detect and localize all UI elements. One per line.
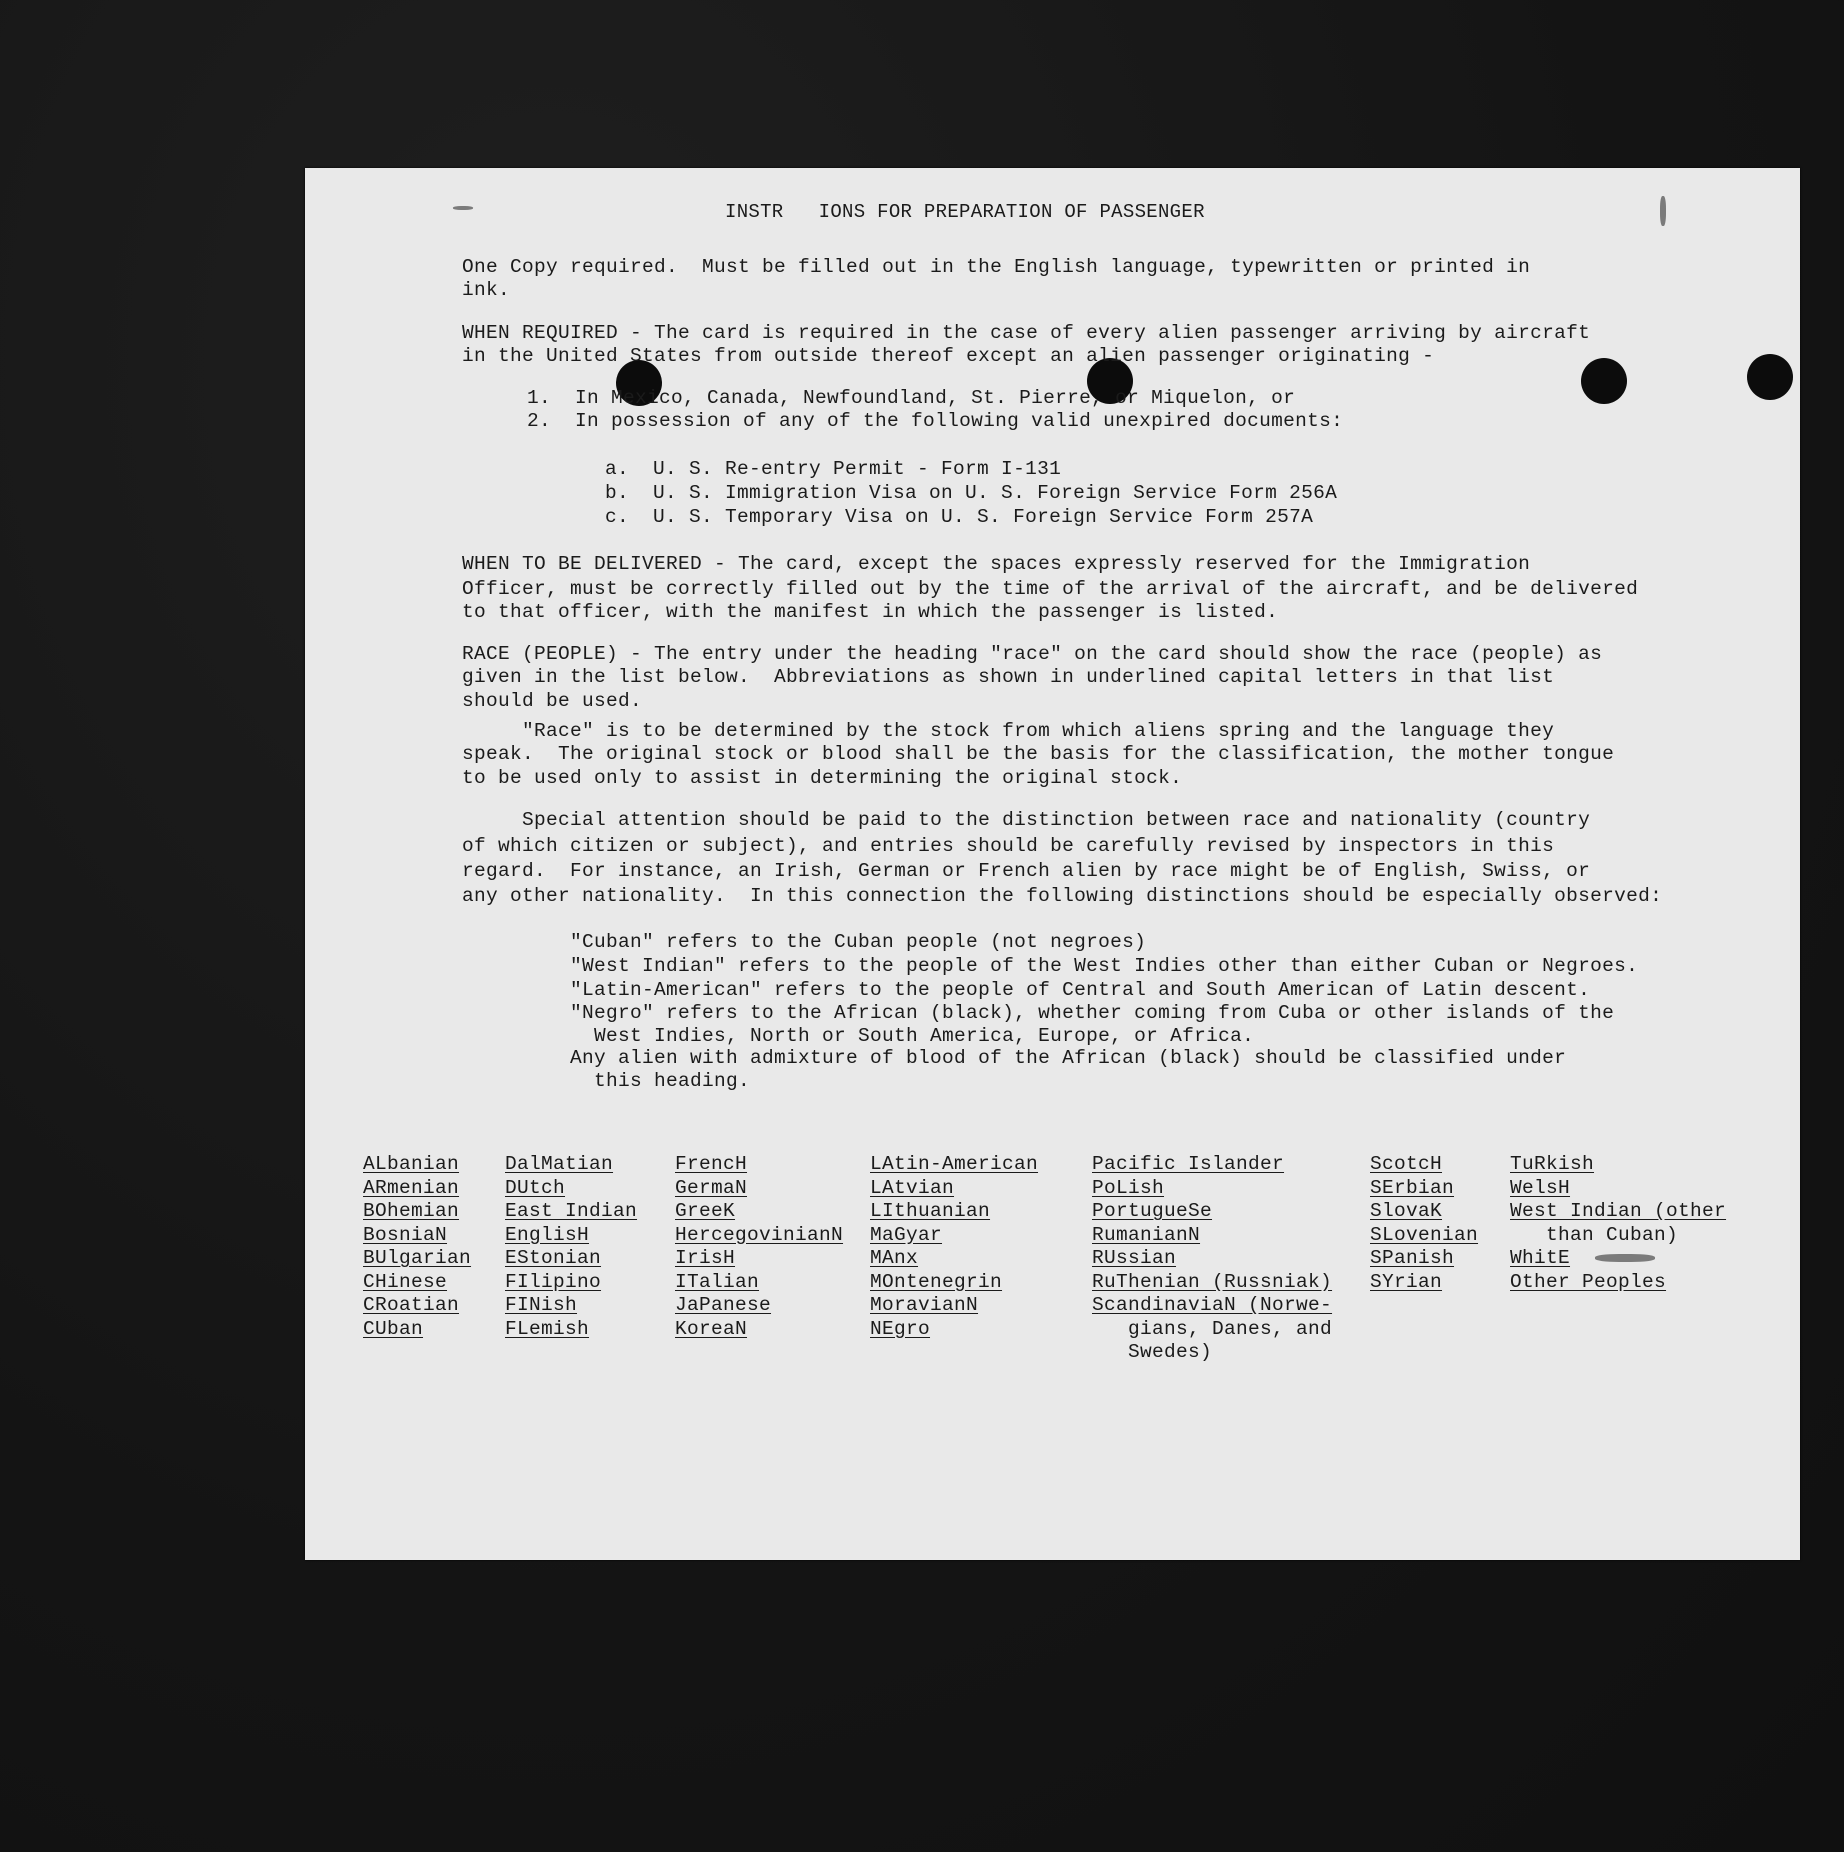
race-item: ITalian [675, 1270, 760, 1293]
ink-mark [453, 206, 473, 210]
punch-hole-3 [1581, 358, 1627, 404]
race-item: PoLish [1092, 1176, 1165, 1199]
race-item: FINish [505, 1294, 578, 1316]
race-item: JaPanese [675, 1294, 772, 1316]
race-item: Other Peoples [1510, 1270, 1667, 1293]
race-item: East Indian [505, 1200, 638, 1222]
intro-line-1: One Copy required. Must be filled out in the English language, typewritten or printed in [462, 256, 1531, 278]
race-column-7 [1510, 1153, 1726, 1294]
ink-mark [1660, 196, 1666, 226]
race-item: HercegovinianN [675, 1223, 844, 1246]
race-item: LAtin-American [870, 1153, 1039, 1175]
distinction-admixture-line-1: Any alien with admixture of blood of the African (black) should be classified under [570, 1047, 1567, 1069]
special-attention-line-2: of which citizen or subject), and entries should be carefully revised by inspectors in this [462, 835, 1555, 857]
lettered-item-c: c. U. S. Temporary Visa on U. S. Foreign Service Form 257A [605, 506, 1314, 528]
race-item: WelsH [1510, 1176, 1571, 1199]
race-item: MaGyar [870, 1223, 943, 1246]
race-intro-line-3: should be used. [462, 690, 643, 712]
race-intro-line-2: given in the list below. Abbreviations as shown in underlined capital letters in that list [462, 666, 1555, 688]
race-item: EStonian [505, 1247, 602, 1269]
race-item: SlovaK [1370, 1200, 1443, 1222]
lettered-item-a: a. U. S. Re-entry Permit - Form I-131 [605, 458, 1062, 480]
race-item: CUban [363, 1317, 424, 1340]
when-delivered-line-1: WHEN TO BE DELIVERED - The card, except the spaces expressly reserved for the Immigration [462, 553, 1531, 575]
race-item: ScandinaviaN (Norwe- [1092, 1294, 1333, 1316]
race-item: SLovenian [1370, 1223, 1479, 1246]
race-item: SPanish [1370, 1247, 1455, 1269]
race-definition-line-3: to be used only to assist in determining the original stock. [462, 767, 1183, 789]
race-item: MAnx [870, 1247, 919, 1269]
race-item: DalMatian [505, 1153, 614, 1175]
race-column-4 [870, 1153, 1038, 1341]
race-item: FIlipino [505, 1270, 602, 1293]
race-column-6 [1370, 1153, 1478, 1294]
race-item: GermaN [675, 1176, 748, 1199]
race-item: NEgro [870, 1317, 931, 1340]
race-item: GreeK [675, 1200, 736, 1222]
numbered-item-2: 2. In possession of any of the following valid unexpired documents: [527, 410, 1344, 432]
race-item: BOhemian [363, 1200, 460, 1222]
race-item: TuRkish [1510, 1153, 1595, 1175]
race-item-continuation: than Cuban) [1510, 1223, 1679, 1246]
when-required-line-1: WHEN REQUIRED - The card is required in the case of every alien passenger arriving by aircraft [462, 322, 1591, 344]
race-item-continuation: Swedes) [1092, 1341, 1213, 1363]
race-column-1 [363, 1153, 471, 1341]
ink-smudge [1595, 1254, 1655, 1262]
race-item: ALbanian [363, 1153, 460, 1175]
race-column-3 [675, 1153, 843, 1341]
punch-hole-4 [1747, 354, 1793, 400]
distinction-west-indian: "West Indian" refers to the people of the West Indies other than either Cuban or Negroes. [570, 955, 1639, 977]
page-title: INSTR IONS FOR PREPARATION OF PASSENGER [725, 201, 1205, 223]
race-item: RUssian [1092, 1247, 1177, 1269]
race-item: BUlgarian [363, 1247, 472, 1269]
when-delivered-line-3: to that officer, with the manifest in which the passenger is listed. [462, 601, 1279, 623]
race-item: WhitE [1510, 1247, 1571, 1269]
when-required-line-2: in the United States from outside thereof except an alien passenger originating - [462, 345, 1435, 367]
race-item: SYrian [1370, 1270, 1443, 1293]
race-item: BosniaN [363, 1223, 448, 1246]
race-item-continuation: gians, Danes, and [1092, 1317, 1333, 1340]
race-item: CHinese [363, 1270, 448, 1293]
race-column-2 [505, 1153, 637, 1341]
race-item: RumanianN [1092, 1223, 1201, 1246]
race-item: RuThenian (Russniak) [1092, 1270, 1333, 1293]
lettered-item-b: b. U. S. Immigration Visa on U. S. Foreign Service Form 256A [605, 482, 1338, 504]
race-column-5 [1092, 1153, 1332, 1365]
race-item: EnglisH [505, 1223, 590, 1246]
numbered-item-1: 1. In Mexico, Canada, Newfoundland, St. Pierre, or Miquelon, or [527, 387, 1296, 409]
special-attention-line-1: Special attention should be paid to the distinction between race and nationality (country [462, 809, 1591, 831]
race-item: KoreaN [675, 1317, 748, 1340]
race-item: MOntenegrin [870, 1270, 1003, 1293]
race-item: ScotcH [1370, 1153, 1443, 1175]
race-item: West Indian (other [1510, 1200, 1727, 1222]
distinction-admixture-line-2: this heading. [570, 1070, 751, 1092]
distinction-negro-line-1: "Negro" refers to the African (black), whether coming from Cuba or other islands of the [570, 1002, 1615, 1024]
race-item: FLemish [505, 1317, 590, 1340]
race-item: ARmenian [363, 1176, 460, 1199]
distinction-negro-line-2: West Indies, North or South America, Europe, or Africa. [570, 1025, 1255, 1047]
race-item: CRoatian [363, 1294, 460, 1316]
race-definition-line-1: "Race" is to be determined by the stock from which aliens spring and the language they [462, 720, 1555, 742]
race-item: FrencH [675, 1153, 748, 1175]
race-item: SErbian [1370, 1176, 1455, 1199]
race-item: PortugueSe [1092, 1200, 1213, 1222]
race-item: LAtvian [870, 1176, 955, 1199]
race-definition-line-2: speak. The original stock or blood shall be the basis for the classification, the mother tongue [462, 743, 1615, 765]
special-attention-line-4: any other nationality. In this connection the following distinctions should be especially observed: [462, 885, 1663, 907]
race-intro-line-1: RACE (PEOPLE) - The entry under the heading "race" on the card should show the race (people) as [462, 643, 1603, 665]
race-item: LIthuanian [870, 1200, 991, 1222]
intro-line-2: ink. [462, 279, 511, 301]
distinction-latin-american: "Latin-American" refers to the people of Central and South American of Latin descent. [570, 979, 1591, 1001]
race-item: IrisH [675, 1247, 736, 1269]
special-attention-line-3: regard. For instance, an Irish, German or French alien by race might be of English, Swiss, or [462, 860, 1591, 882]
distinction-cuban: "Cuban" refers to the Cuban people (not negroes) [570, 931, 1147, 953]
race-item: DUtch [505, 1176, 566, 1199]
when-delivered-line-2: Officer, must be correctly filled out by the time of the arrival of the aircraft, and be delivered [462, 578, 1639, 600]
instruction-sheet [305, 168, 1800, 1560]
race-item: Pacific Islander [1092, 1153, 1285, 1175]
race-item: MoravianN [870, 1294, 979, 1316]
